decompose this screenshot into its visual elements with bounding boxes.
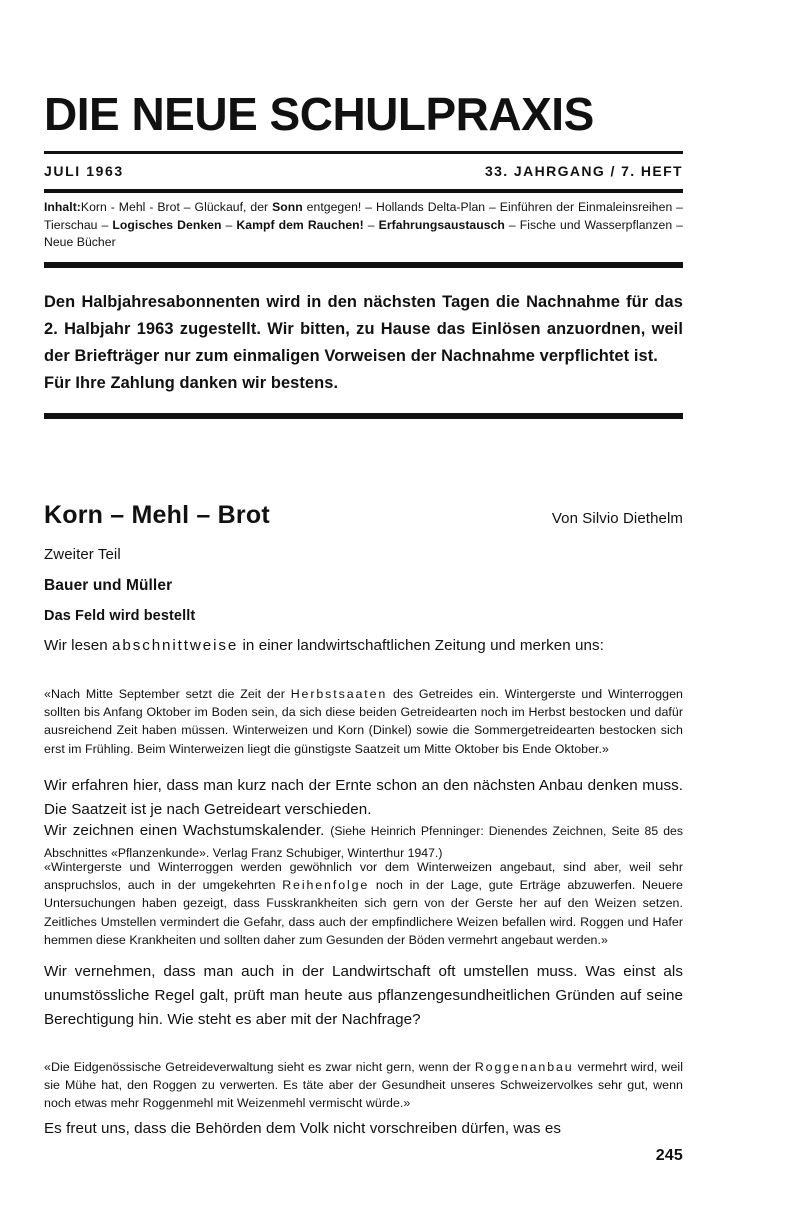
emphasis-reihenfolge: Reihenfolge — [282, 878, 370, 893]
contents-segment-1: Korn - Mehl - Brot – Glückauf, der — [80, 200, 273, 214]
journal-page — [44, 0, 683, 1230]
quote-segment: des Getreides ein. Wintergerste und Winterroggen sollten bis Anfang Oktober im Boden sein, da sich diese beiden Getreidearten noch im Herbst bestocken und dafür ausreichend Zeit haben müssen. Winterweizen und Korn (Dinkel) sowie die Sommergetreidearten bestocken sich erst im Frühling. Beim Winterweizen liegt die günstigste Saatzeit um Mitte Oktober bis Ende Oktober.» — [44, 687, 683, 756]
paragraph-wir-vernehmen: Wir vernehmen, dass man auch in der Landwirtschaft oft umstellen muss. Was einst als unumstössliche Regel galt, prüft man heute aus pflanzengesundheitlichen Gründen auf seine Berechtigung hin. Wie steht es aber mit der Nachfrage? — [44, 963, 683, 1028]
contents-bold-sonn: Sonn — [272, 200, 303, 214]
paragraph-segment: in einer landwirtschaftlichen Zeitung und merken uns: — [238, 637, 604, 654]
paragraph-segment: Wir lesen — [44, 637, 113, 654]
article-header — [44, 501, 683, 530]
paragraph-wir-lesen — [44, 634, 683, 658]
contents-separator-2: – — [221, 217, 237, 232]
contents-bold-logisches-denken: Logisches Denken — [112, 217, 222, 232]
rule-under-contents — [44, 262, 683, 268]
contents-segment-2: entgegen! – Hollands Delta-Plan – Einführen der Einmaleinsreihen – Tierschau – — [44, 200, 684, 232]
emphasis-roggenanbau: Roggenanbau — [474, 1060, 574, 1074]
page-number: 245 — [655, 1147, 683, 1164]
paragraph-main-sentence: Wir zeichnen einen Wachstumskalender. — [44, 822, 325, 839]
quote-segment: «Die Eidgenössische Getreideverwaltung sieht es zwar nicht gern, wenn der — [44, 1060, 475, 1074]
article-subtitle: Zweiter Teil — [44, 546, 121, 563]
contents-separator-3: – — [363, 217, 379, 232]
quote-segment: vermehrt wird, weil sie Mühe hat, den Roggen zu verwerten. Es täte aber der Gesundheit unseres Schweizervolkes sehr gut, wenn noch etwas mehr Roggenmehl mit Weizenmehl vermischt würde.» — [44, 1060, 683, 1111]
quote-nach-mitte-september — [44, 685, 683, 758]
table-of-contents — [44, 199, 683, 252]
quote-segment: «Wintergerste und Winterroggen werden gewöhnlich vor dem Winterweizen angebaut, sind aber, weil sehr anspruchslos, auch in der umgekehrten — [44, 860, 683, 893]
emphasis-abschnittweise: abschnittweise — [112, 637, 239, 654]
contents-label: Inhalt: — [44, 200, 81, 214]
dateline — [44, 163, 683, 179]
issue-volume: 33. JAHRGANG / 7. HEFT — [484, 163, 683, 179]
quote-eidgenoessische-getreideverwaltung — [44, 1058, 683, 1113]
contents-segment-tail: – Fische und Wasserpflanzen – Neue Bücher — [44, 217, 684, 249]
article-byline: Von Silvio Diethelm — [551, 510, 683, 527]
quote-segment: noch in der Lage, gute Erträge abzuwerfen. Neuere Untersuchungen haben gezeigt, dass Fusskrankheiten sich gern von der Gerste her auf den Weizen setzen. Zeitliches Umstellen vermindert die Gefahr, dass auch der empfindlichere Weizen befallen wird. Roggen und Hafer hemmen diese Krankheiten und sollten daher zum Gesunden der Böden vermehrt angebaut werden.» — [44, 878, 683, 947]
contents-bold-erfahrungsaustausch: Erfahrungsaustausch — [378, 217, 505, 232]
rule-under-masthead — [44, 151, 683, 154]
quote-wintergerste-und-winterroggen — [44, 858, 683, 949]
rule-under-dateline — [44, 189, 683, 193]
subscription-notice — [44, 289, 683, 397]
notice-text: Den Halbjahresabonnenten wird in den nächsten Tagen die Nachnahme für das 2. Halbjahr 1963 zugestellt. Wir bitten, zu Hause das Einlösen anzuordnen, weil der Briefträger nur zum einmaligen Vorweisen der Nachnahme verpflichtet ist. — [44, 293, 683, 365]
paragraph-wir-erfahren: Wir erfahren hier, dass man kurz nach der Ernte schon an den nächsten Anbau denken muss. Die Saatzeit ist je nach Getreideart verschieden. — [44, 777, 683, 818]
contents-bold-kampf-dem-rauchen: Kampf dem Rauchen! — [236, 217, 364, 232]
emphasis-herbstsaaten: Herbstsaaten — [290, 687, 388, 701]
subheading-das-feld-wird-bestellt: Das Feld wird bestellt — [44, 608, 196, 624]
masthead-title: DIE NEUE SCHULPRAXIS — [44, 88, 594, 140]
rule-under-notice — [44, 413, 683, 419]
issue-date: JULI 1963 — [44, 163, 124, 179]
notice-last-line: Für Ihre Zahlung danken wir bestens. — [44, 374, 339, 392]
paragraph-es-freut-uns: Es freut uns, dass die Behörden dem Volk nicht vorschreiben dürfen, was es — [44, 1120, 561, 1137]
quote-segment: «Nach Mitte September setzt die Zeit der — [44, 687, 291, 701]
source-reference-note: (Siehe Heinrich Pfenninger: Dienendes Zeichnen, Seite 85 des Abschnittes «Pflanzenkunde». Verlag Franz Schubiger, Winterthur 1947.) — [44, 824, 683, 860]
section-heading-bauer-und-mueller: Bauer und Müller — [44, 577, 173, 594]
article-title: Korn – Mehl – Brot — [44, 501, 270, 529]
